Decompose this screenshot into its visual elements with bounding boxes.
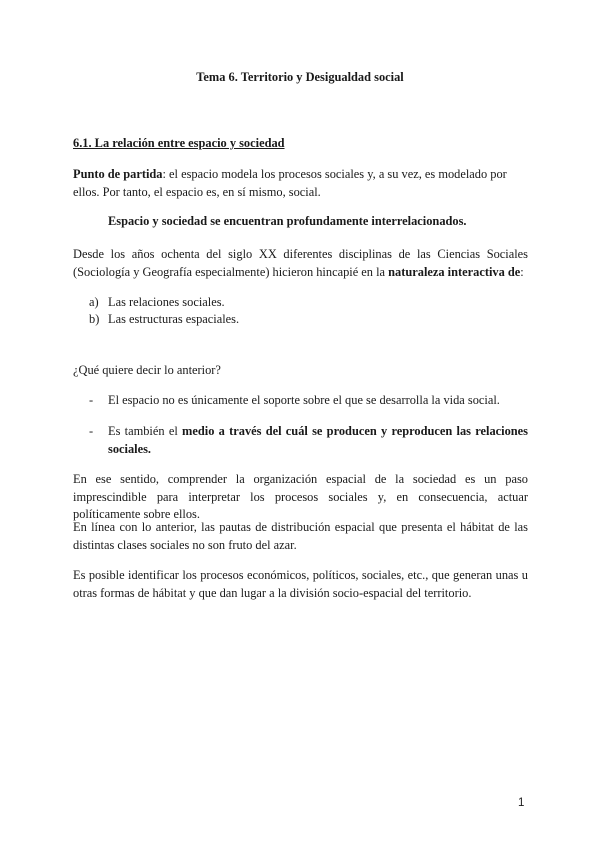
dash-marker: - bbox=[89, 424, 94, 438]
paragraph-processes: Es posible identificar los procesos económicos, políticos, sociales, etc., que generan unas u otras formas de hábitat y que dan lugar a la división socio-espacial del territorio. bbox=[73, 568, 528, 600]
paragraph-understanding: En ese sentido, comprender la organización espacial de la sociedad es un paso imprescindible para interpretar los procesos sociales y, en consecuencia, actuar políticamente sobre ellos. bbox=[73, 472, 528, 521]
paragraph-distribution: En línea con lo anterior, las pautas de distribución espacial que presenta el hábitat de las distintas clases sociales no son fruto del azar. bbox=[73, 520, 528, 552]
disciplines-end: : bbox=[520, 264, 524, 279]
dash-item-emphasis: medio a través del cuál se producen y reproducen las relaciones sociales. bbox=[108, 424, 528, 456]
list-marker: b) bbox=[89, 312, 100, 326]
paragraph-starting-point bbox=[73, 166, 528, 201]
section-heading: 6.1. La relación entre espacio y sociedad bbox=[73, 136, 285, 150]
dash-item-text bbox=[108, 423, 528, 458]
page-number: 1 bbox=[518, 797, 525, 809]
dash-item-text: El espacio no es únicamente el soporte sobre el que se desarrolla la vida social. bbox=[108, 393, 500, 407]
question-line: ¿Qué quiere decir lo anterior? bbox=[73, 363, 221, 377]
disciplines-text: Desde los años ochenta del siglo XX diferentes disciplinas de las Ciencias Sociales (Sociología y Geografía especialmente) hicieron hincapié en la bbox=[73, 247, 528, 279]
paragraph-disciplines bbox=[73, 246, 528, 281]
dash-item-prefix: Es también el bbox=[108, 424, 183, 438]
callout-statement: Espacio y sociedad se encuentran profundamente interrelacionados. bbox=[108, 214, 467, 228]
starting-point-label: Punto de partida bbox=[73, 167, 163, 181]
document-title: Tema 6. Territorio y Desigualdad social bbox=[196, 70, 404, 84]
dash-marker: - bbox=[89, 393, 94, 407]
disciplines-emphasis: naturaleza interactiva de bbox=[388, 264, 521, 279]
list-item-text: Las estructuras espaciales. bbox=[108, 312, 240, 326]
starting-point-text: : el espacio modela los procesos sociales y, a su vez, es modelado por ellos. Por tanto, el espacio es, en sí mismo, social. bbox=[73, 167, 507, 199]
list-item-text: Las relaciones sociales. bbox=[108, 295, 225, 309]
list-marker: a) bbox=[89, 295, 99, 309]
